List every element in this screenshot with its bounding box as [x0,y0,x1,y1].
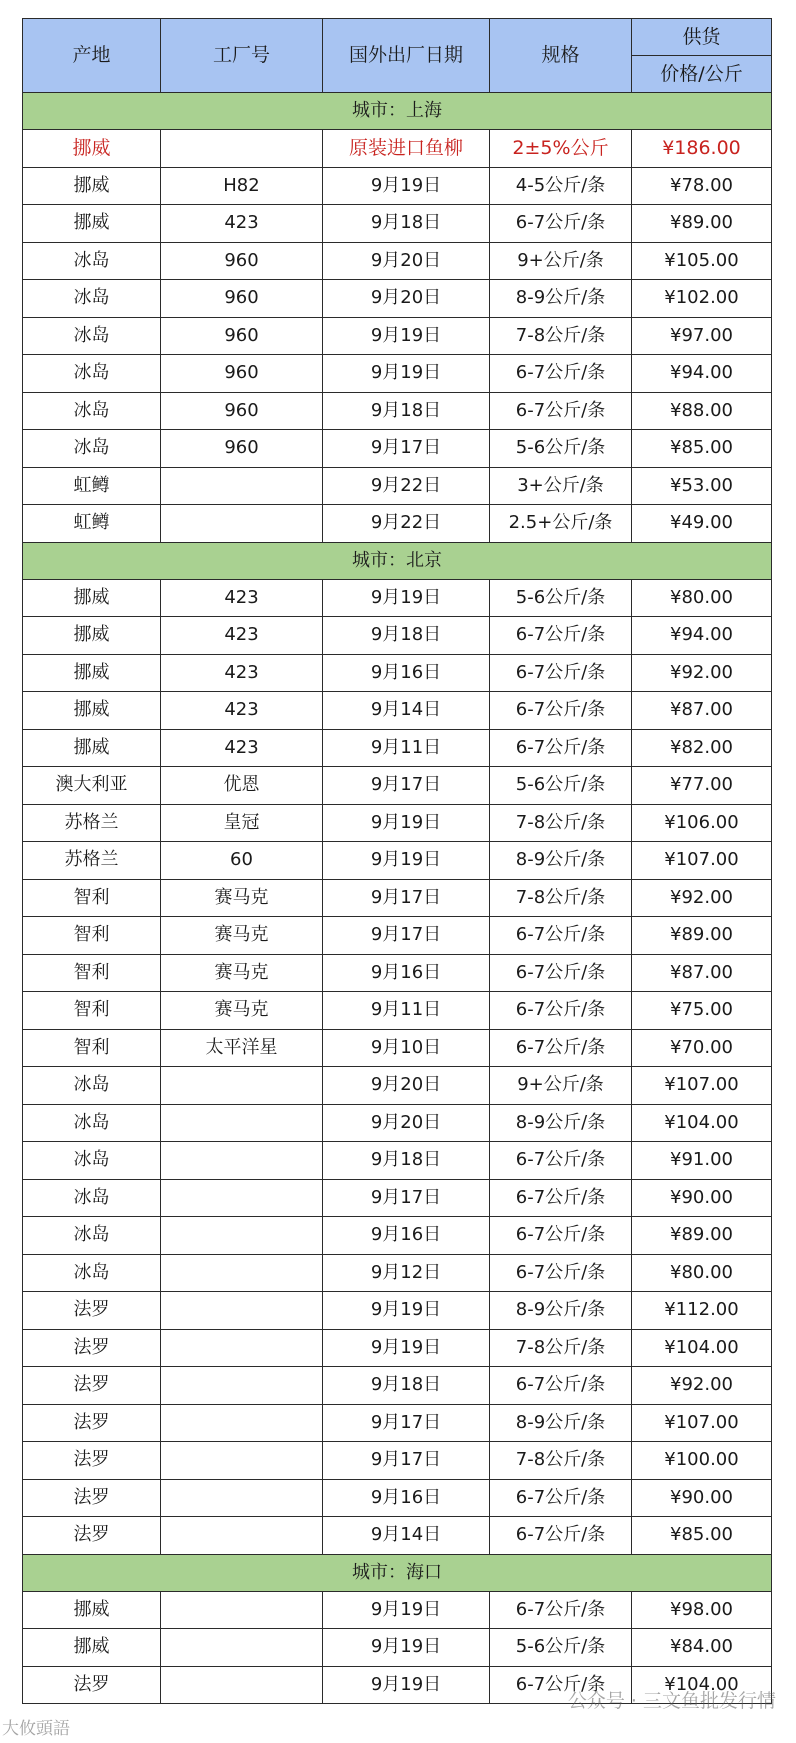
highlight-cell-date: 原装进口鱼柳 [323,130,490,168]
cell-origin: 挪威 [23,205,161,243]
cell-date: 9月18日 [323,205,490,243]
cell-date: 9月17日 [323,430,490,468]
cell-price: ¥75.00 [632,992,772,1030]
cell-price: ¥102.00 [632,280,772,318]
cell-date: 9月19日 [323,1629,490,1667]
header-price: 价格/公斤 [632,56,772,93]
table-row [23,729,772,767]
cell-factory: 60 [161,842,323,880]
cell-spec: 8-9公斤/条 [490,1292,632,1330]
table-row [23,1629,772,1667]
cell-origin: 挪威 [23,654,161,692]
table-row [23,1479,772,1517]
cell-price: ¥94.00 [632,617,772,655]
cell-factory [161,1142,323,1180]
cell-spec: 6-7公斤/条 [490,1367,632,1405]
cell-origin: 虹鳟 [23,467,161,505]
cell-factory: 960 [161,392,323,430]
cell-date: 9月19日 [323,1292,490,1330]
cell-price: ¥91.00 [632,1142,772,1180]
cell-date: 9月17日 [323,879,490,917]
cell-date: 9月16日 [323,654,490,692]
header-date: 国外出厂日期 [323,19,490,93]
cell-spec: 9+公斤/条 [490,1067,632,1105]
cell-origin: 法罗 [23,1517,161,1555]
cell-price: ¥104.00 [632,1329,772,1367]
table-row [23,392,772,430]
table-row [23,280,772,318]
cell-price: ¥89.00 [632,1217,772,1255]
cell-price: ¥77.00 [632,767,772,805]
table-row [23,879,772,917]
cell-price: ¥90.00 [632,1479,772,1517]
cell-origin: 冰岛 [23,1179,161,1217]
table-row [23,242,772,280]
cell-factory [161,1666,323,1704]
cell-date: 9月17日 [323,917,490,955]
cell-price: ¥85.00 [632,430,772,468]
cell-date: 9月18日 [323,1142,490,1180]
table-row [23,1142,772,1180]
cell-factory [161,1179,323,1217]
cell-price: ¥105.00 [632,242,772,280]
table-row [23,505,772,543]
cell-origin: 智利 [23,1029,161,1067]
cell-origin: 挪威 [23,579,161,617]
table-row [23,1517,772,1555]
city-label: 城市：上海 [23,93,772,130]
cell-factory [161,1517,323,1555]
table-row [23,954,772,992]
cell-factory [161,1104,323,1142]
highlight-cell-factory [161,130,323,168]
cell-origin: 法罗 [23,1292,161,1330]
cell-price: ¥100.00 [632,1442,772,1480]
table-row [23,1029,772,1067]
cell-spec: 6-7公斤/条 [490,392,632,430]
cell-factory: 423 [161,617,323,655]
cell-spec: 6-7公斤/条 [490,954,632,992]
cell-factory [161,1329,323,1367]
cell-spec: 8-9公斤/条 [490,1104,632,1142]
cell-origin: 冰岛 [23,430,161,468]
cell-price: ¥92.00 [632,1367,772,1405]
cell-factory: 423 [161,579,323,617]
header-factory: 工厂号 [161,19,323,93]
table-row [23,842,772,880]
cell-date: 9月20日 [323,280,490,318]
header-supply: 供货 [632,19,772,56]
cell-origin: 智利 [23,879,161,917]
cell-price: ¥107.00 [632,842,772,880]
table-header [23,19,772,93]
cell-origin: 冰岛 [23,1067,161,1105]
cell-factory: 960 [161,317,323,355]
cell-spec: 6-7公斤/条 [490,1254,632,1292]
cell-factory [161,1254,323,1292]
cell-factory [161,1629,323,1667]
cell-spec: 3+公斤/条 [490,467,632,505]
cell-price: ¥88.00 [632,392,772,430]
table-body [23,93,772,1704]
table-row [23,205,772,243]
cell-spec: 6-7公斤/条 [490,1517,632,1555]
cell-factory: 太平洋星 [161,1029,323,1067]
cell-factory [161,1067,323,1105]
cell-spec: 7-8公斤/条 [490,879,632,917]
table-row [23,1404,772,1442]
table-row [23,617,772,655]
cell-factory: 423 [161,692,323,730]
cell-factory [161,1292,323,1330]
cell-factory [161,1479,323,1517]
cell-spec: 6-7公斤/条 [490,654,632,692]
table-row [23,167,772,205]
cell-date: 9月14日 [323,1517,490,1555]
cell-price: ¥104.00 [632,1104,772,1142]
cell-spec: 6-7公斤/条 [490,992,632,1030]
table-row [23,1104,772,1142]
cell-date: 9月17日 [323,1442,490,1480]
cell-price: ¥89.00 [632,917,772,955]
cell-factory: 960 [161,242,323,280]
cell-factory: H82 [161,167,323,205]
table-row [23,1254,772,1292]
cell-date: 9月11日 [323,729,490,767]
cell-spec: 6-7公斤/条 [490,355,632,393]
table-row [23,430,772,468]
cell-factory: 优恩 [161,767,323,805]
cell-origin: 法罗 [23,1479,161,1517]
cell-origin: 法罗 [23,1442,161,1480]
cell-date: 9月22日 [323,505,490,543]
cell-spec: 8-9公斤/条 [490,1404,632,1442]
cell-factory: 960 [161,355,323,393]
cell-origin: 虹鳟 [23,505,161,543]
cell-origin: 法罗 [23,1666,161,1704]
price-table [22,18,772,1704]
cell-date: 9月16日 [323,954,490,992]
cell-origin: 冰岛 [23,392,161,430]
cell-spec: 5-6公斤/条 [490,767,632,805]
cell-spec: 7-8公斤/条 [490,317,632,355]
cell-origin: 智利 [23,992,161,1030]
table-row [23,1179,772,1217]
cell-price: ¥90.00 [632,1179,772,1217]
table-row [23,1067,772,1105]
cell-date: 9月18日 [323,392,490,430]
city-row [23,93,772,130]
cell-factory: 960 [161,430,323,468]
cell-origin: 挪威 [23,617,161,655]
cell-price: ¥107.00 [632,1404,772,1442]
table-row [23,355,772,393]
cell-spec: 8-9公斤/条 [490,842,632,880]
cell-price: ¥78.00 [632,167,772,205]
cell-date: 9月19日 [323,1666,490,1704]
cell-price: ¥92.00 [632,654,772,692]
cell-date: 9月16日 [323,1479,490,1517]
cell-price: ¥53.00 [632,467,772,505]
cell-date: 9月20日 [323,1104,490,1142]
cell-origin: 智利 [23,917,161,955]
watermark-left: 大攸頭語 [2,1719,70,1739]
table-row [23,467,772,505]
table-row [23,1591,772,1629]
city-row [23,542,772,579]
cell-date: 9月12日 [323,1254,490,1292]
cell-origin: 冰岛 [23,280,161,318]
cell-origin: 澳大利亚 [23,767,161,805]
cell-date: 9月19日 [323,1591,490,1629]
cell-factory: 皇冠 [161,804,323,842]
cell-date: 9月22日 [323,467,490,505]
cell-date: 9月18日 [323,1367,490,1405]
cell-price: ¥107.00 [632,1067,772,1105]
cell-date: 9月19日 [323,1329,490,1367]
cell-price: ¥106.00 [632,804,772,842]
cell-factory [161,505,323,543]
cell-factory [161,1367,323,1405]
cell-factory [161,1442,323,1480]
cell-price: ¥98.00 [632,1591,772,1629]
cell-price: ¥104.00 [632,1666,772,1704]
cell-price: ¥82.00 [632,729,772,767]
cell-origin: 冰岛 [23,1254,161,1292]
cell-date: 9月19日 [323,355,490,393]
cell-origin: 法罗 [23,1329,161,1367]
cell-price: ¥84.00 [632,1629,772,1667]
cell-spec: 6-7公斤/条 [490,617,632,655]
cell-spec: 6-7公斤/条 [490,1591,632,1629]
highlight-cell-spec: 2±5%公斤 [490,130,632,168]
cell-factory [161,1404,323,1442]
cell-date: 9月19日 [323,842,490,880]
cell-origin: 挪威 [23,1591,161,1629]
table-row [23,767,772,805]
cell-spec: 6-7公斤/条 [490,1179,632,1217]
cell-price: ¥89.00 [632,205,772,243]
cell-spec: 5-6公斤/条 [490,430,632,468]
cell-price: ¥87.00 [632,954,772,992]
cell-date: 9月10日 [323,1029,490,1067]
cell-price: ¥80.00 [632,1254,772,1292]
table-row [23,1292,772,1330]
cell-date: 9月17日 [323,767,490,805]
cell-origin: 挪威 [23,729,161,767]
cell-factory [161,467,323,505]
cell-spec: 6-7公斤/条 [490,692,632,730]
table-row [23,1217,772,1255]
cell-date: 9月19日 [323,804,490,842]
cell-date: 9月16日 [323,1217,490,1255]
cell-factory [161,1591,323,1629]
cell-factory: 960 [161,280,323,318]
cell-spec: 6-7公斤/条 [490,1217,632,1255]
cell-price: ¥85.00 [632,1517,772,1555]
table-row [23,1442,772,1480]
cell-origin: 冰岛 [23,1217,161,1255]
city-row [23,1554,772,1591]
cell-origin: 法罗 [23,1367,161,1405]
cell-price: ¥87.00 [632,692,772,730]
cell-date: 9月19日 [323,167,490,205]
cell-origin: 法罗 [23,1404,161,1442]
table-row [23,692,772,730]
cell-date: 9月20日 [323,242,490,280]
city-label: 城市：海口 [23,1554,772,1591]
cell-date: 9月11日 [323,992,490,1030]
cell-origin: 挪威 [23,1629,161,1667]
cell-factory: 423 [161,729,323,767]
cell-origin: 智利 [23,954,161,992]
cell-spec: 6-7公斤/条 [490,1479,632,1517]
cell-price: ¥97.00 [632,317,772,355]
cell-price: ¥112.00 [632,1292,772,1330]
cell-date: 9月17日 [323,1404,490,1442]
cell-factory: 423 [161,205,323,243]
cell-date: 9月18日 [323,617,490,655]
table-row [23,317,772,355]
cell-price: ¥80.00 [632,579,772,617]
cell-date: 9月17日 [323,1179,490,1217]
table-row [23,917,772,955]
cell-spec: 5-6公斤/条 [490,579,632,617]
cell-origin: 冰岛 [23,355,161,393]
table-row [23,992,772,1030]
table-row [23,579,772,617]
cell-date: 9月19日 [323,317,490,355]
header-origin: 产地 [23,19,161,93]
cell-spec: 8-9公斤/条 [490,280,632,318]
cell-spec: 7-8公斤/条 [490,1442,632,1480]
highlight-cell-origin: 挪威 [23,130,161,168]
cell-spec: 5-6公斤/条 [490,1629,632,1667]
table-row [23,654,772,692]
cell-price: ¥49.00 [632,505,772,543]
cell-price: ¥94.00 [632,355,772,393]
cell-factory: 赛马克 [161,992,323,1030]
cell-spec: 6-7公斤/条 [490,917,632,955]
cell-factory: 赛马克 [161,917,323,955]
cell-origin: 冰岛 [23,1142,161,1180]
cell-spec: 4-5公斤/条 [490,167,632,205]
cell-spec: 7-8公斤/条 [490,804,632,842]
table-row [23,804,772,842]
cell-factory: 赛马克 [161,879,323,917]
cell-spec: 6-7公斤/条 [490,1029,632,1067]
highlight-cell-price: ¥186.00 [632,130,772,168]
cell-factory [161,1217,323,1255]
cell-origin: 冰岛 [23,317,161,355]
table-row [23,1329,772,1367]
cell-spec: 6-7公斤/条 [490,1142,632,1180]
cell-origin: 冰岛 [23,1104,161,1142]
cell-origin: 冰岛 [23,242,161,280]
cell-date: 9月19日 [323,579,490,617]
city-label: 城市：北京 [23,542,772,579]
cell-spec: 9+公斤/条 [490,242,632,280]
table-row [23,1367,772,1405]
cell-spec: 7-8公斤/条 [490,1329,632,1367]
cell-origin: 苏格兰 [23,804,161,842]
cell-price: ¥92.00 [632,879,772,917]
cell-date: 9月20日 [323,1067,490,1105]
cell-spec: 6-7公斤/条 [490,205,632,243]
cell-spec: 2.5+公斤/条 [490,505,632,543]
watermark-right: 公众号 · 三文鱼批发行情 [567,1690,776,1712]
cell-spec: 6-7公斤/条 [490,1666,632,1704]
cell-spec: 6-7公斤/条 [490,729,632,767]
cell-factory: 赛马克 [161,954,323,992]
cell-origin: 挪威 [23,692,161,730]
cell-date: 9月14日 [323,692,490,730]
header-spec: 规格 [490,19,632,93]
cell-origin: 挪威 [23,167,161,205]
highlight-row [23,130,772,168]
cell-factory: 423 [161,654,323,692]
cell-price: ¥70.00 [632,1029,772,1067]
cell-origin: 苏格兰 [23,842,161,880]
